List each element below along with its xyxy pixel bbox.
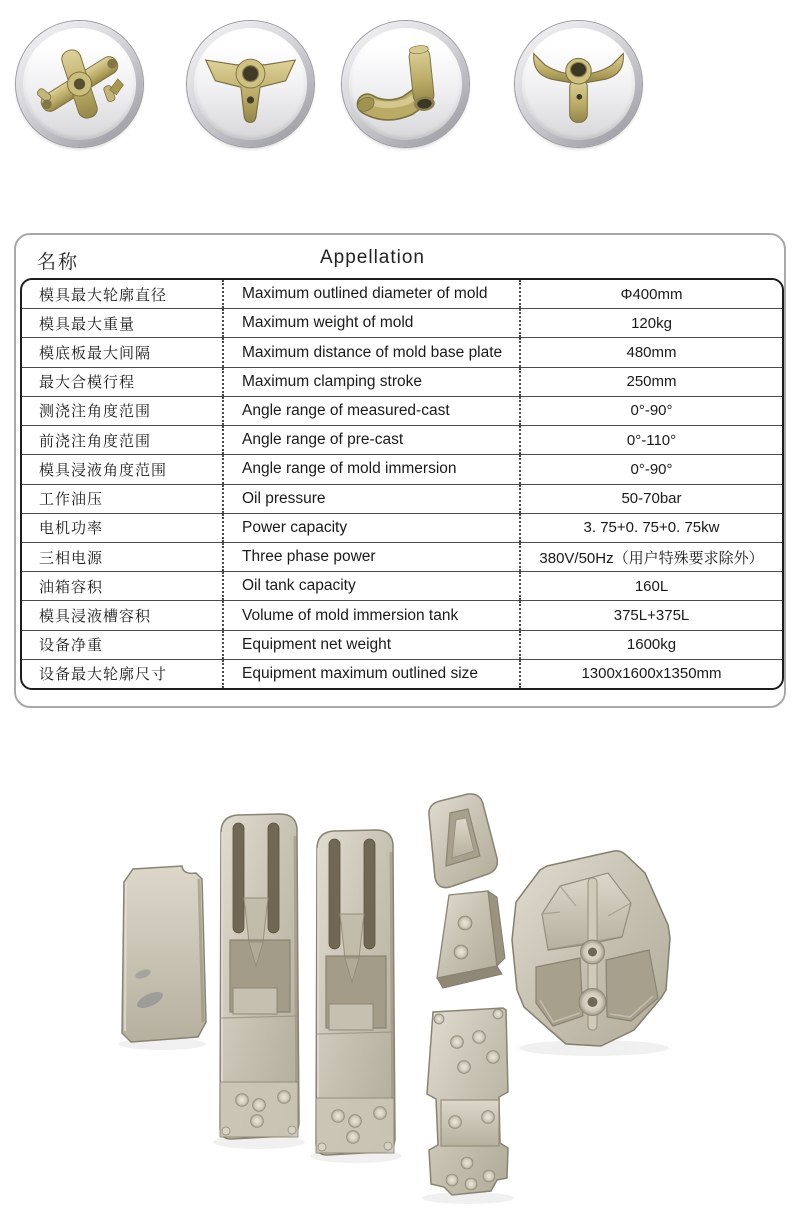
table-row — [22, 600, 782, 629]
latch-plate-casting-2 — [316, 830, 395, 1155]
badge-inner — [23, 28, 136, 140]
tri-lobe-handle-casting-image — [194, 28, 307, 140]
row-label-cn: 工作油压 — [22, 485, 224, 513]
dimpled-plate-casting — [427, 1008, 508, 1195]
row-label-en: Volume of mold immersion tank — [224, 601, 521, 629]
castings-photo — [0, 770, 800, 1211]
row-label-cn: 模具浸液槽容积 — [22, 601, 224, 629]
badge-inner — [349, 28, 462, 140]
row-label-en: Maximum clamping stroke — [224, 368, 521, 396]
row-value: 1300x1600x1350mm — [581, 665, 722, 683]
badge-inner — [194, 28, 307, 140]
row-label-en: Equipment net weight — [224, 631, 521, 659]
row-label-cn: 设备净重 — [22, 631, 224, 659]
row-label-cn: 模具最大重量 — [22, 309, 224, 337]
spec-table-container — [14, 233, 786, 708]
table-row — [22, 337, 782, 366]
row-value: 0°-90° — [630, 460, 673, 478]
fork-shape — [534, 54, 624, 123]
table-row — [22, 659, 782, 688]
row-value: 380V/50Hz（用户特殊要求除外） — [539, 549, 764, 567]
latch-plate-casting-1 — [220, 814, 299, 1139]
elbow-pipe-casting-image — [349, 28, 462, 140]
table-row — [22, 513, 782, 542]
fork-stem-casting-image — [522, 28, 635, 140]
table-row — [22, 542, 782, 571]
row-label-cn: 模具最大轮廓直径 — [22, 280, 224, 308]
row-label-cn: 三相电源 — [22, 543, 224, 571]
trapezoid-block-casting — [437, 891, 505, 988]
row-label-cn: 前浇注角度范围 — [22, 426, 224, 454]
table-row — [22, 396, 782, 425]
row-value: 0°-110° — [626, 431, 677, 449]
row-label-en: Angle range of pre-cast — [224, 426, 521, 454]
row-label-en: Power capacity — [224, 514, 521, 542]
table-row — [22, 280, 782, 308]
badge-cross-fitting-casting — [16, 21, 143, 147]
castings-photo-svg — [0, 770, 800, 1211]
row-value: 375L+375L — [613, 607, 690, 625]
row-label-cn: 最大合模行程 — [22, 368, 224, 396]
row-label-en: Oil tank capacity — [224, 572, 521, 600]
table-row — [22, 367, 782, 396]
handle-shape — [206, 59, 296, 122]
row-label-cn: 测浇注角度范围 — [22, 397, 224, 425]
row-label-cn: 设备最大轮廓尺寸 — [22, 660, 224, 688]
table-row — [22, 308, 782, 337]
row-label-en: Equipment maximum outlined size — [224, 660, 521, 688]
row-label-en: Angle range of mold immersion — [224, 455, 521, 483]
badge-fork-stem-casting — [515, 21, 642, 147]
table-row — [22, 425, 782, 454]
spec-table — [20, 278, 784, 690]
row-value: 480mm — [626, 344, 677, 362]
table-row — [22, 484, 782, 513]
row-value: 3. 75+0. 75+0. 75kw — [583, 519, 720, 537]
elbow-shape — [350, 45, 436, 119]
cross-casting-shape — [24, 30, 136, 138]
row-value: 160L — [634, 577, 669, 595]
row-value: 0°-90° — [630, 402, 673, 420]
row-label-en: Maximum outlined diameter of mold — [224, 280, 521, 308]
row-value: 120kg — [631, 314, 672, 332]
row-value: 250mm — [626, 373, 677, 391]
row-label-en: Oil pressure — [224, 485, 521, 513]
shield-plate-casting — [512, 851, 670, 1046]
table-row — [22, 630, 782, 659]
badge-elbow-pipe-casting — [342, 21, 469, 147]
cross-fitting-casting-image — [23, 28, 136, 140]
row-label-cn: 油箱容积 — [22, 572, 224, 600]
row-label-en: Three phase power — [224, 543, 521, 571]
badge-inner — [522, 28, 635, 140]
flat-bar-casting — [122, 866, 206, 1042]
badge-tri-lobe-handle-casting — [187, 21, 314, 147]
row-label-cn: 电机功率 — [22, 514, 224, 542]
triangle-recess-casting — [429, 794, 497, 888]
row-value: Φ400mm — [620, 285, 683, 303]
row-label-cn: 模具浸液角度范围 — [22, 455, 224, 483]
table-row — [22, 571, 782, 600]
table-title-en: Appellation — [319, 247, 426, 268]
row-label-en: Angle range of measured-cast — [224, 397, 521, 425]
row-value: 50-70bar — [621, 490, 682, 508]
row-label-cn: 模底板最大间隔 — [22, 338, 224, 366]
table-row — [22, 454, 782, 483]
row-label-en: Maximum weight of mold — [224, 309, 521, 337]
row-value: 1600kg — [626, 636, 677, 654]
table-title-cn: 名称 — [37, 252, 80, 273]
row-label-en: Maximum distance of mold base plate — [224, 338, 521, 366]
